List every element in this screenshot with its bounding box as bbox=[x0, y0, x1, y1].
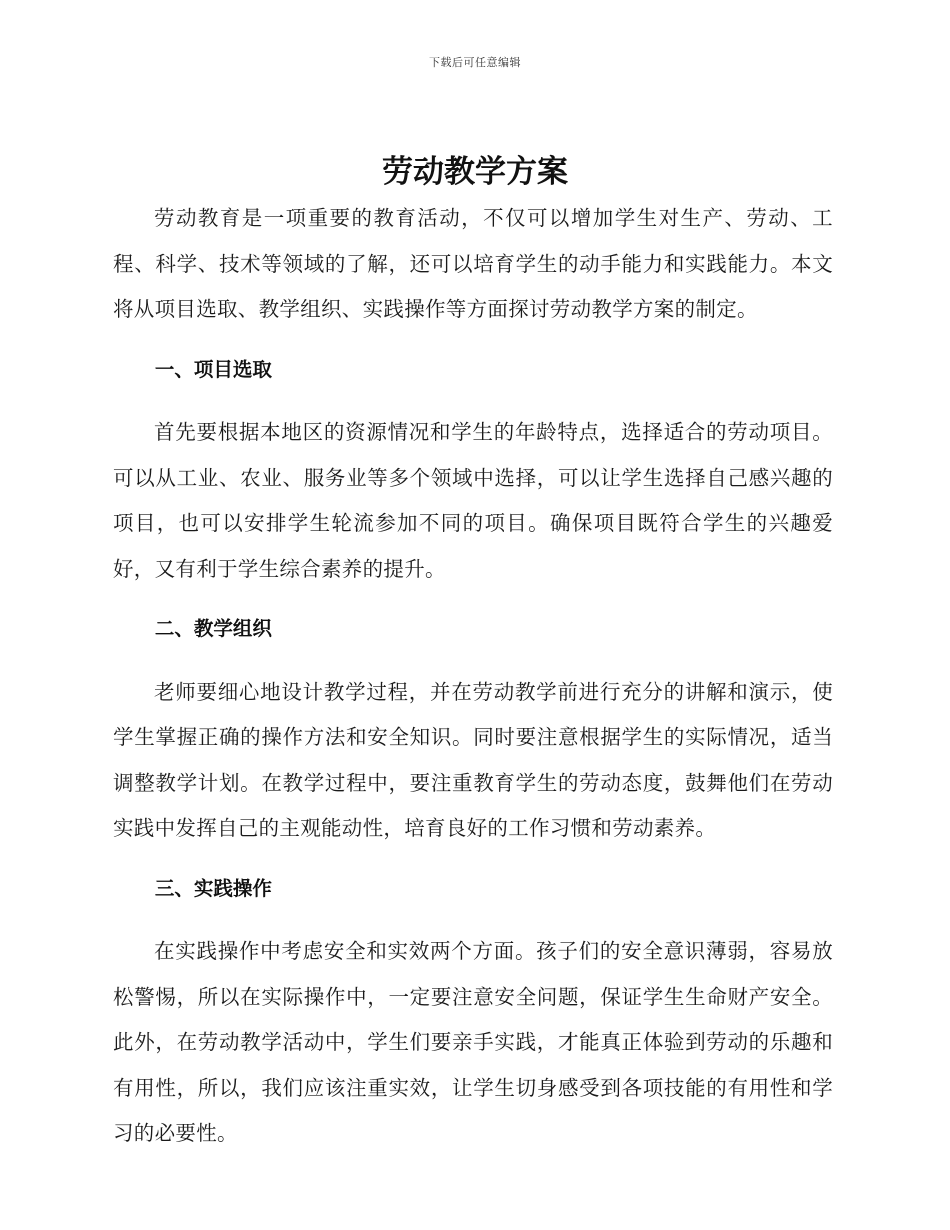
intro-paragraph: 劳动教育是一项重要的教育活动，不仅可以增加学生对生产、劳动、工程、科学、技术等领域的了解，还可以培育学生的动手能力和实践能力。本文将从项目选取、教学组织、实践操作等方面探讨劳动教学方案的制定。 bbox=[113, 206, 833, 321]
section-heading-project-selection: 一、项目选取 bbox=[154, 357, 272, 381]
section-paragraph-practical-operation: 在实践操作中考虑安全和实效两个方面。孩子们的安全意识薄弱，容易放松警惕，所以在实际操作中，一定要注意安全问题，保证学生生命财产安全。此外，在劳动教学活动中，学生们要亲手实践，才能真正体验到劳动的乐趣和有用性，所以，我们应该注重实效，让学生切身感受到各项技能的有用性和学习的必要性。 bbox=[113, 939, 833, 1145]
document-title: 劳动教学方案 bbox=[382, 154, 568, 190]
header-note: 下载后可任意编辑 bbox=[429, 56, 521, 69]
section-paragraph-project-selection: 首先要根据本地区的资源情况和学生的年龄特点，选择适合的劳动项目。可以从工业、农业、服务业等多个领域中选择，可以让学生选择自己感兴趣的项目，也可以安排学生轮流参加不同的项目。确保项目既符合学生的兴趣爱好，又有利于学生综合素养的提升。 bbox=[113, 420, 833, 581]
section-paragraph-teaching-organization: 老师要细心地设计教学过程，并在劳动教学前进行充分的讲解和演示，使学生掌握正确的操作方法和安全知识。同时要注意根据学生的实际情况，适当调整教学计划。在教学过程中，要注重教育学生的劳动态度，鼓舞他们在劳动实践中发挥自己的主观能动性，培育良好的工作习惯和劳动素养。 bbox=[113, 679, 833, 840]
section-heading-practical-operation: 三、实践操作 bbox=[154, 876, 272, 900]
section-heading-teaching-organization: 二、教学组织 bbox=[154, 617, 272, 640]
document-body bbox=[113, 196, 833, 1157]
